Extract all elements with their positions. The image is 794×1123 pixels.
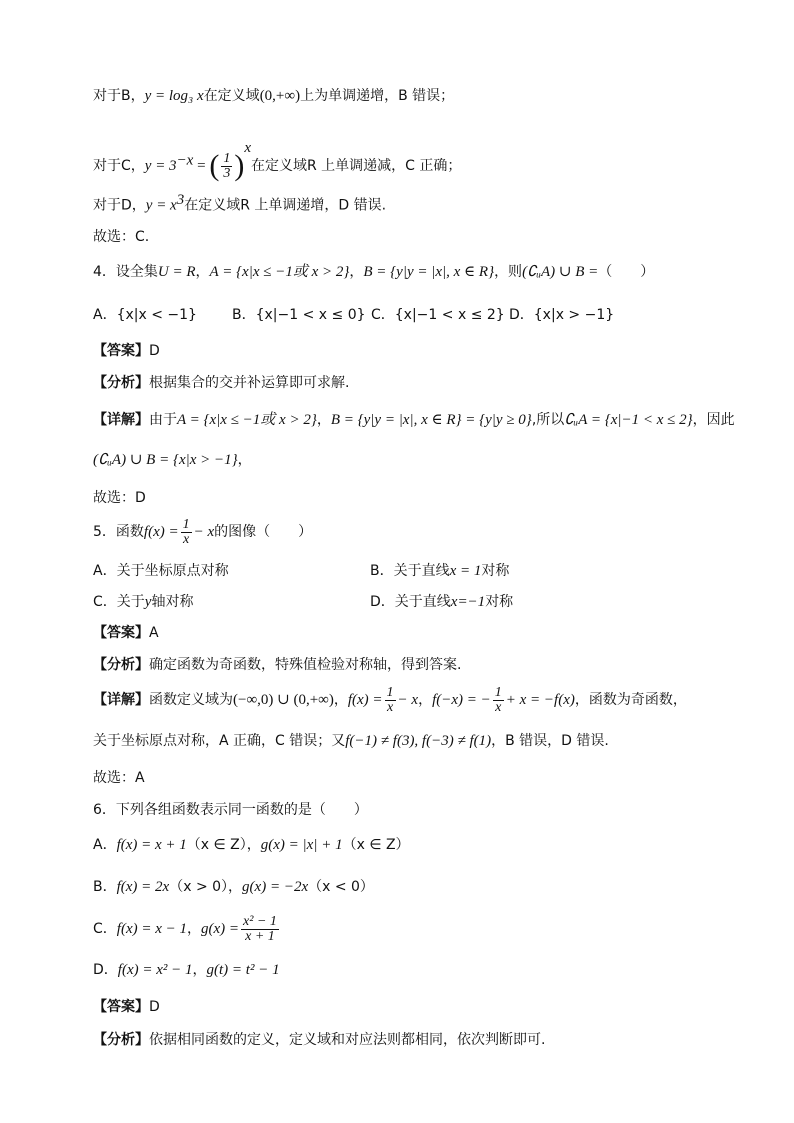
text: 4．设全集 xyxy=(93,264,158,280)
text: D． xyxy=(93,962,118,978)
text: A． xyxy=(93,837,117,853)
q6-option-d xyxy=(93,960,280,980)
text: ， xyxy=(418,692,433,708)
frac-num: 1 xyxy=(223,150,231,166)
analysis-text: 根据集合的交并补运算即可求解. xyxy=(149,375,350,391)
fraction xyxy=(241,915,279,944)
q4-stem xyxy=(93,262,654,282)
math: A = {x|x ≤ −1或 x > 2} xyxy=(177,412,317,428)
q4-option-d: D．{x|x > −1} xyxy=(509,307,615,323)
math: ∁ᵤA = {x|−1 < x ≤ 2} xyxy=(564,412,693,428)
q5-option-b xyxy=(370,561,509,581)
q5-option-a: A．关于坐标原点对称 xyxy=(93,563,229,579)
text: 在定义域 xyxy=(203,88,260,104)
math: x = 1 xyxy=(449,563,482,579)
math: y xyxy=(144,594,152,610)
q6-answer xyxy=(93,997,160,1017)
q4-option-b: B．{x|−1 < x ≤ 0} xyxy=(232,307,366,323)
math: f(−1) ≠ f(3), f(−3) ≠ f(1) xyxy=(345,733,492,749)
text: D．关于直线 xyxy=(370,594,451,610)
frac-num: 1 xyxy=(182,516,190,532)
paren-left: ( xyxy=(209,149,220,182)
math: g(x) = |x| + 1 xyxy=(260,837,343,853)
text: 关于坐标原点对称，A 正确，C 错误；又 xyxy=(93,733,346,749)
text: 由于 xyxy=(149,412,177,428)
q4-option-c: C．{x|−1 < x ≤ 2} xyxy=(371,307,505,323)
math: (∁ᵤA) ∪ B = xyxy=(522,264,599,280)
frac-num: 1 xyxy=(494,684,502,700)
math: g(x) = −2x xyxy=(242,879,309,895)
q6-analysis xyxy=(93,1030,545,1050)
math: f(x) = x + 1 xyxy=(116,837,187,853)
math-sup: −x xyxy=(176,152,194,169)
analysis-tag: 【分析】 xyxy=(93,375,149,391)
choose-c: 故选：C. xyxy=(93,229,150,245)
answer-value: D xyxy=(149,343,160,359)
text: 上为单调递增，B 错误； xyxy=(300,88,455,104)
q6-option-c xyxy=(93,913,281,945)
text: （x ∈ Z）， xyxy=(186,837,261,853)
math: − x xyxy=(397,692,419,708)
q4-answer xyxy=(93,341,160,361)
answer-tag: 【答案】 xyxy=(93,999,149,1015)
text: ， xyxy=(192,962,207,978)
text: ， xyxy=(333,692,348,708)
math: B = {y|y = |x|, x ∈ R} = {y|y ≥ 0} xyxy=(330,412,532,428)
text: 对于D， xyxy=(93,197,146,214)
math: U = R xyxy=(157,264,196,280)
q6-option-b xyxy=(93,877,374,897)
text: ，因此 xyxy=(692,412,735,428)
math: + x = −f(x) xyxy=(505,692,575,708)
q4-detail-2 xyxy=(93,450,252,470)
frac-den: x xyxy=(386,699,394,715)
q4-final: 故选：D xyxy=(93,490,146,506)
text: 对称 xyxy=(485,594,514,610)
line-b-analysis xyxy=(93,86,454,106)
math-eq: = xyxy=(193,158,210,174)
frac-den: x + 1 xyxy=(245,928,275,944)
math: (−∞,0) ∪ (0,+∞) xyxy=(233,692,334,708)
q5-detail xyxy=(93,684,687,716)
detail-tag: 【详解】 xyxy=(93,692,149,708)
q5-final: 故选：A xyxy=(93,770,145,786)
text: C． xyxy=(93,921,117,937)
q4-detail xyxy=(93,410,735,430)
fraction xyxy=(493,686,504,715)
frac-num: 1 xyxy=(386,684,394,700)
math-sup: 3 xyxy=(176,192,185,208)
fraction xyxy=(181,518,192,547)
fraction xyxy=(221,152,232,181)
text: 对于C， xyxy=(93,158,145,174)
text: ， xyxy=(187,921,201,937)
math: f(x) = x − 1 xyxy=(116,921,187,937)
math: g(x) = xyxy=(201,921,240,937)
text: ， xyxy=(195,264,210,280)
text: ，函数为奇函数， xyxy=(574,692,687,708)
math: x=−1 xyxy=(450,594,486,610)
text: 在定义域R 上单调递减，C 正确； xyxy=(250,158,462,174)
text: 5．函数 xyxy=(93,524,144,540)
math: f(x) = xyxy=(143,524,179,540)
math: y = x xyxy=(145,197,177,214)
detail-tag: 【详解】 xyxy=(93,412,149,428)
line-d-analysis xyxy=(93,190,386,216)
text: ,所以 xyxy=(531,412,565,428)
analysis-tag: 【分析】 xyxy=(93,1032,149,1048)
analysis-text: 依据相同函数的定义，定义域和对应法则都相同，依次判断即可. xyxy=(149,1032,546,1048)
text: （ ） xyxy=(598,264,655,280)
answer-value: D xyxy=(149,999,160,1015)
text: 的图像（ ） xyxy=(214,524,313,540)
q4-analysis xyxy=(93,373,349,393)
frac-num: x² − 1 xyxy=(243,913,277,929)
text: ，则 xyxy=(494,264,523,280)
text: B．关于直线 xyxy=(370,563,450,579)
math: B = {y|y = |x|, x ∈ R} xyxy=(363,264,495,280)
text: （x ∈ Z） xyxy=(342,837,410,853)
q6-stem: 6．下列各组函数表示同一函数的是（ ） xyxy=(93,802,368,818)
text: B． xyxy=(93,879,117,895)
answer-value: A xyxy=(149,625,159,641)
q5-answer xyxy=(93,623,159,643)
line-c-analysis xyxy=(93,130,461,184)
math-log: y = log₃ x xyxy=(144,88,204,104)
text: ， xyxy=(316,412,331,428)
q5-option-c xyxy=(93,592,193,612)
math: f(x) = 2x xyxy=(116,879,170,895)
answer-tag: 【答案】 xyxy=(93,343,149,359)
analysis-tag: 【分析】 xyxy=(93,657,149,673)
text: 对于B， xyxy=(93,88,145,104)
answer-tag: 【答案】 xyxy=(93,625,149,641)
q6-option-a xyxy=(93,835,410,855)
q5-detail-2 xyxy=(93,731,609,751)
text: ，B 错误，D 错误. xyxy=(491,733,609,749)
text: 函数定义域为 xyxy=(149,692,233,708)
q5-stem xyxy=(93,516,312,548)
q4-option-a: A．{x|x < −1} xyxy=(93,307,197,323)
text: （x > 0）， xyxy=(169,879,243,895)
fraction xyxy=(385,686,396,715)
q5-option-d xyxy=(370,592,513,612)
math: f(−x) = − xyxy=(432,692,491,708)
math: (∁ᵤA) ∪ B = {x|x > −1} xyxy=(93,452,238,468)
math: f(x) = x² − 1 xyxy=(117,962,193,978)
math-sup: x xyxy=(244,140,251,156)
math-exp: y = 3 xyxy=(144,158,177,174)
text: C．关于 xyxy=(93,594,145,610)
math-domain: (0,+∞) xyxy=(259,88,301,104)
math: − x xyxy=(193,524,215,540)
text: （x < 0） xyxy=(308,879,374,895)
frac-den: 3 xyxy=(223,165,231,181)
math: f(x) = xyxy=(347,692,383,708)
math: A = {x|x ≤ −1或 x > 2} xyxy=(209,264,350,280)
frac-den: x xyxy=(183,531,190,547)
frac-den: x xyxy=(495,699,502,715)
q5-analysis xyxy=(93,655,461,675)
analysis-text: 确定函数为奇函数，特殊值检验对称轴，得到答案. xyxy=(149,657,462,673)
text: 对称 xyxy=(481,563,510,579)
math: g(t) = t² − 1 xyxy=(206,962,280,978)
text: 在定义域R 上单调递增，D 错误. xyxy=(184,197,387,214)
text: 轴对称 xyxy=(151,594,194,610)
paren-right: ) xyxy=(234,149,245,182)
text: ， xyxy=(237,452,252,468)
text: ， xyxy=(349,264,364,280)
